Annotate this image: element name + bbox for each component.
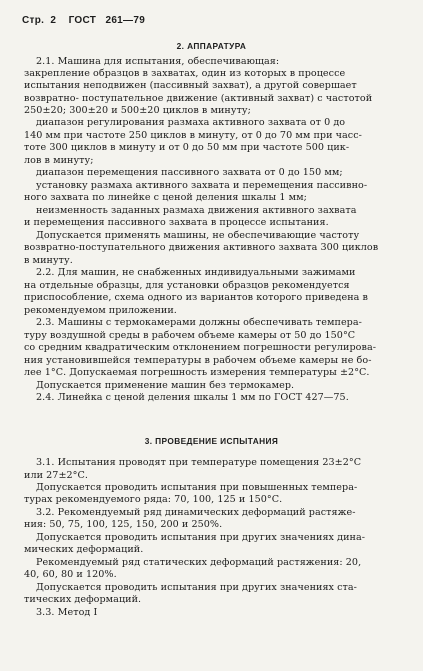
sec2-line-7: 140 мм при частоте 250 циклов в минуту, от 0 до 70 мм при часс- bbox=[24, 130, 362, 141]
sec2-line-14: и перемещения пассивного захвата в процессе испытания. bbox=[24, 217, 329, 228]
sec2-line-27: Допускается применение машин без термокамер. bbox=[36, 380, 295, 391]
section-3-title: 3. ПРОВЕДЕНИЕ ИСПЫТАНИЯ bbox=[144, 436, 279, 446]
sec3-line-13: 3.3. Метод I bbox=[36, 607, 98, 618]
sec2-line-3: испытания неподвижен (пассивный захват), а другой совершает bbox=[24, 80, 357, 91]
sec2-line-25: ния установившейся температуры в рабочем объеме камеры не бо- bbox=[24, 355, 372, 366]
sec2-line-12: ного захвата по линейке с ценой деления шкалы 1 мм; bbox=[24, 192, 307, 203]
sec3-line-2: или 27±2°С. bbox=[24, 470, 89, 481]
sec2-line-19: на отдельные образцы, для установки образцов рекомендуется bbox=[24, 280, 350, 291]
sec2-line-2: закрепление образцов в захватах, один из которых в процессе bbox=[24, 68, 346, 79]
standard-number: 261—79 bbox=[105, 15, 146, 26]
sec2-line-5: 250±20; 300±20 и 500±20 циклов в минуту; bbox=[24, 105, 251, 116]
sec2-line-6: диапазон регулирования размаха активного захвата от 0 до bbox=[36, 117, 346, 128]
sec3-line-12: тических деформаций. bbox=[24, 594, 142, 605]
sec2-line-4: возвратно- поступательное движение (активный захват) с частотой bbox=[24, 93, 373, 104]
page-label: Стр. bbox=[22, 15, 45, 26]
sec3-line-9: Рекомендуемый ряд статических деформаций растяжения: 20, bbox=[36, 557, 362, 568]
sec2-line-13: неизменность заданных размаха движения активного захвата bbox=[36, 205, 357, 216]
section-2-title: 2. АППАРАТУРА bbox=[176, 41, 247, 51]
sec2-line-8: тоте 300 циклов в минуту и от 0 до 50 мм при частоте 500 цик- bbox=[24, 142, 350, 153]
sec2-line-16: возвратно-поступательного движения активного захвата 300 циклов bbox=[24, 242, 379, 253]
sec2-line-17: в минуту. bbox=[24, 255, 73, 266]
sec2-line-11: установку размаха активного захвата и перемещения пассивно- bbox=[36, 180, 368, 191]
sec3-line-6: ния: 50, 75, 100, 125, 150, 200 и 250%. bbox=[24, 519, 223, 530]
sec2-line-15: Допускается применять машины, не обеспечивающие частоту bbox=[36, 230, 360, 241]
sec2-line-10: диапазон перемещения пассивного захвата от 0 до 150 мм; bbox=[36, 167, 343, 178]
sec2-line-22: 2.3. Машины с термокамерами должны обеспечивать темпера- bbox=[36, 317, 362, 328]
sec3-line-10: 40, 60, 80 и 120%. bbox=[24, 569, 117, 580]
sec2-line-18: 2.2. Для машин, не снабженных индивидуальными зажимами bbox=[36, 267, 356, 278]
sec3-line-1: 3.1. Испытания проводят при температуре помещения 23±2°С bbox=[36, 457, 362, 468]
sec2-line-20: приспособление, схема одного из вариантов которого приведена в bbox=[24, 292, 368, 303]
sec2-line-28: 2.4. Линейка с ценой деления шкалы 1 мм по ГОСТ 427—75. bbox=[36, 392, 349, 403]
sec3-line-8: мических деформаций. bbox=[24, 544, 144, 555]
sec2-line-1: 2.1. Машина для испытания, обеспечивающая: bbox=[36, 56, 280, 67]
sec2-line-26: лее 1°С. Допускаемая погрешность измерения температуры ±2°С. bbox=[24, 367, 370, 378]
page-header bbox=[22, 15, 145, 26]
sec3-line-3: Допускается проводить испытания при повышенных темпера- bbox=[36, 482, 358, 493]
sec3-line-11: Допускается проводить испытания при других значениях ста- bbox=[36, 582, 357, 593]
standard-name: ГОСТ bbox=[68, 15, 97, 26]
sec2-line-23: туру воздушной среды в рабочем объеме камеры от 50 до 150°С bbox=[24, 330, 356, 341]
sec2-line-24: со средним квадратическим отклонением погрешности регулирова- bbox=[24, 342, 377, 353]
sec3-line-4: турах рекомендуемого ряда: 70, 100, 125 и 150°С. bbox=[24, 494, 283, 505]
sec2-line-9: лов в минуту; bbox=[24, 155, 94, 166]
sec3-line-5: 3.2. Рекомендуемый ряд динамических деформаций растяже- bbox=[36, 507, 356, 518]
sec3-line-7: Допускается проводить испытания при других значениях дина- bbox=[36, 532, 366, 543]
page-number: 2 bbox=[50, 15, 57, 26]
sec2-line-21: рекомендуемом приложении. bbox=[24, 305, 177, 316]
